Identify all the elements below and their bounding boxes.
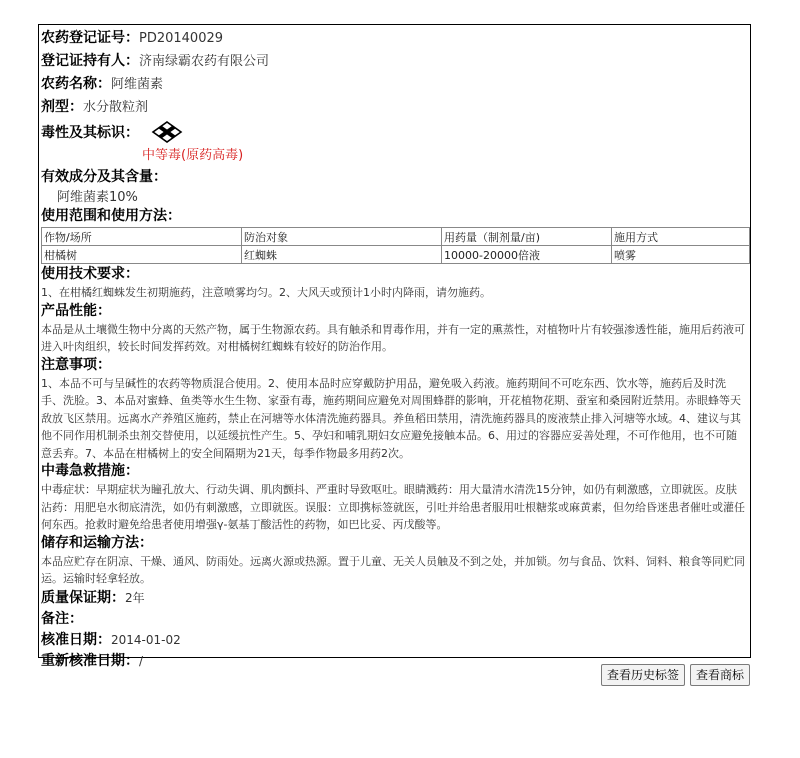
col-method: 施用方式 (612, 228, 750, 246)
usage-table (41, 227, 750, 264)
remark-label: 备注： (41, 610, 83, 627)
reg-no-label: 农药登记证号： (41, 30, 139, 46)
shelf-value: 2年 (125, 590, 145, 605)
precautions-text: 1、本品不可与呈碱性的农药等物质混合使用。2、使用本品时应穿戴防护用品，避免吸入药液。施药期间不可吃东西、饮水等，施药后及时洗手、洗脸。3、本品对蜜蜂、鱼类等水生生物、家蚕有毒，施药期间应避免对周围蜂群的影响，开花植物花期、蚕室和桑园附近禁用。赤眼蜂等天敌放飞区禁用。远离水产养殖区施药，禁止在河塘等水体清洗施药器具。养鱼稻田禁用，清洗施药器具的废液禁止排入河塘等水域。4、建议与其他不同作用机制杀虫剂交替使用，以延缓抗性产生。5、孕妇和哺乳期妇女应避免接触本品。6、用过的容器应妥善处理，不可作他用，也不可随意丢弃。7、本品在柑橘树上的安全间隔期为21天，每季作物最多用药2次。 (41, 376, 741, 460)
ingredient-value: 阿维菌素10% (57, 190, 138, 205)
ingredient-label: 有效成分及其含量： (41, 169, 167, 185)
toxicity-diamond-icon (151, 121, 183, 143)
firstaid-text: 中毒症状：早期症状为瞳孔放大、行动失调、肌肉颤抖、严重时导致呕吐。眼睛溅药：用大量清水清洗15分钟，如仍有刺激感，立即就医。皮肤沾药：用肥皂水彻底清洗，如仍有刺激感，立即就医。误服：立即携标签就医，引吐并给患者服用吐根糖浆或麻黄素，但勿给昏迷患者催吐或灌任何东西。抢救时避免给患者使用增强γ-氨基丁酸活性的药物，如巴比妥、丙戊酸等。 (41, 483, 745, 531)
action-buttons (601, 664, 750, 686)
name-value: 阿维菌素 (111, 77, 164, 92)
technique-text: 1、在柑橘红蜘蛛发生初期施药，注意喷雾均匀。2、大风天或预计1小时内降雨，请勿施药。 (41, 286, 491, 299)
toxicity-row (41, 119, 747, 145)
approve-label: 核准日期： (41, 631, 111, 648)
performance-label: 产品性能： (41, 302, 111, 319)
table-row (42, 246, 750, 264)
firstaid-label: 中毒急救措施： (41, 463, 139, 479)
view-history-label-button[interactable]: 查看历史标签 (601, 664, 685, 686)
usage-table-header (42, 228, 750, 246)
name-row (41, 73, 747, 96)
form-label: 剂型： (41, 99, 83, 115)
performance-text: 本品是从土壤微生物中分离的天然产物，属于生物源农药。具有触杀和胃毒作用，并有一定的熏蒸性，对植物叶片有较强渗透性能，施用后药液可进入叶肉组织，较长时间发挥药效。对柑橘树红蜘蛛有较好的防治作用。 (41, 322, 745, 353)
reg-no-row (41, 27, 747, 50)
toxicity-label: 毒性及其标识： (41, 125, 139, 141)
col-target: 防治对象 (242, 228, 442, 246)
name-label: 农药名称： (41, 76, 111, 92)
storage-label: 储存和运输方法： (41, 534, 153, 551)
col-crop: 作物/场所 (42, 228, 242, 246)
usage-label: 使用范围和使用方法： (41, 208, 181, 224)
col-dosage: 用药量（制剂量/亩) (442, 228, 612, 246)
precautions-label: 注意事项： (41, 356, 111, 373)
remark-row (41, 609, 747, 630)
shelf-label: 质量保证期： (41, 589, 125, 606)
cell-method: 喷雾 (612, 246, 750, 264)
reapprove-value: / (139, 653, 144, 668)
reapprove-label: 重新核准日期： (41, 652, 139, 669)
storage-text: 本品应贮存在阴凉、干燥、通风、防雨处。远离火源或热源。置于儿童、无关人员触及不到之处，并加锁。勿与食品、饮料、饲料、粮食等同贮同运。运输时轻拿轻放。 (41, 554, 745, 585)
form-value: 水分散粒剂 (83, 100, 149, 115)
label-document (38, 24, 751, 669)
cell-crop: 柑橘树 (42, 246, 242, 264)
view-trademark-button[interactable]: 查看商标 (690, 664, 750, 686)
reg-no-value: PD20140029 (139, 31, 224, 46)
ingredient-row (41, 167, 747, 188)
approve-row (41, 630, 747, 651)
toxicity-text: 中等毒(原药高毒) (142, 148, 244, 163)
shelf-row (41, 588, 747, 609)
cell-target: 红蜘蛛 (242, 246, 442, 264)
technique-label: 使用技术要求： (41, 266, 139, 282)
form-row (41, 96, 747, 119)
holder-value: 济南绿霸农药有限公司 (139, 54, 270, 69)
approve-value: 2014-01-02 (111, 632, 181, 647)
holder-label: 登记证持有人： (41, 53, 139, 69)
holder-row (41, 50, 747, 73)
cell-dosage: 10000-20000倍液 (442, 246, 612, 264)
